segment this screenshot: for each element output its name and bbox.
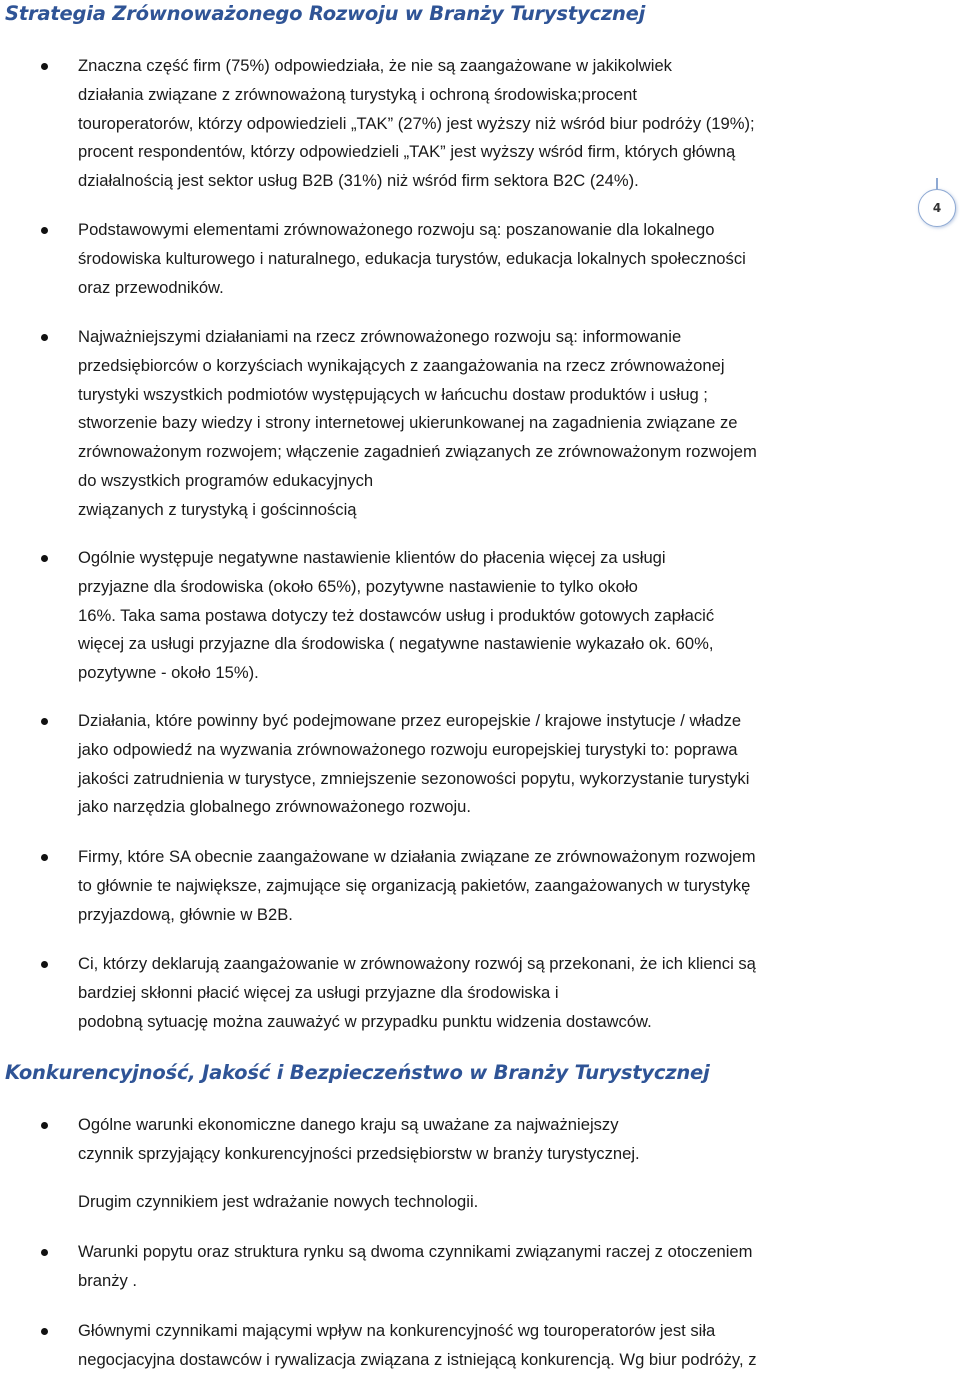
text-line: przedsiębiorców o korzyściach wynikających z zaangażowania na rzecz zrównoważonej: [78, 355, 725, 375]
text-line: bardziej skłonni płacić więcej za usługi przyjazne dla środowiska i: [78, 982, 559, 1002]
text-line: pozytywne - około 15%).: [78, 663, 259, 683]
text-line: turystyki wszystkich podmiotów występujących w łańcuchu dostaw produktów i usług ;: [78, 384, 708, 404]
text-line: przyjazdową, głównie w B2B.: [78, 904, 293, 924]
section-heading-sustainability: Strategia Zrównoważonego Rozwoju w Branży Turystycznej: [5, 2, 646, 25]
section-heading-competitiveness: Konkurencyjność, Jakość i Bezpieczeństwo w Branży Turystycznej: [5, 1061, 710, 1084]
sustainability-paragraph: [78, 216, 848, 302]
text-line: przyjazne dla środowiska (około 65%), pozytywne nastawienie to tylko około: [78, 576, 638, 596]
text-line: touroperatorów, którzy odpowiedzieli „TAK” (27%) jest wyższy niż wśród biur podróży (19%);: [78, 113, 755, 133]
competitiveness-paragraph: [78, 1111, 848, 1169]
page-number-badge: 4: [918, 189, 956, 227]
sustainability-paragraph: [78, 950, 848, 1036]
competitiveness-paragraph: [78, 1188, 848, 1217]
text-line: środowiska kulturowego i naturalnego, edukacja turystów, edukacja lokalnych społeczności: [78, 248, 746, 268]
text-line: negocjacyjna dostawców i rywalizacja związana z istniejącą konkurencją. Wg biur podróży, z: [78, 1349, 757, 1369]
text-line: stworzenie bazy wiedzy i strony internetowej ukierunkowanej na zagadnienia związane ze: [78, 413, 738, 433]
text-line: do wszystkich programów edukacyjnych: [78, 470, 374, 490]
text-line: Znaczna część firm (75%) odpowiedziała, że nie są zaangażowane w jakikolwiek: [78, 56, 672, 75]
text-line: Najważniejszymi działaniami na rzecz zrównoważonego rozwoju są: informowanie: [78, 327, 682, 346]
text-line: Firmy, które SA obecnie zaangażowane w działania związane ze zrównoważonym rozwojem: [78, 847, 756, 866]
competitiveness-paragraph: [78, 1317, 848, 1375]
text-line: branży .: [78, 1270, 138, 1290]
sustainability-paragraph: [78, 52, 848, 196]
text-line: Drugim czynnikiem jest wdrażanie nowych technologii.: [78, 1192, 479, 1211]
text-line: podobną sytuację można zauważyć w przypadku punktu widzenia dostawców.: [78, 1011, 652, 1031]
text-line: Ci, którzy deklarują zaangażowanie w zrównoważony rozwój są przekonani, że ich klienci są: [78, 954, 756, 973]
text-line: to głównie te największe, zajmujące się organizacją pakietów, zaangażowanych w turystykę: [78, 875, 751, 895]
text-line: jako odpowiedź na wyzwania zrównoważonego rozwoju europejskiej turystyki to: poprawa: [78, 739, 738, 759]
sustainability-paragraph: [78, 843, 848, 929]
text-line: jakości zatrudnienia w turystyce, zmniejszenie sezonowości popytu, wykorzystanie turystyki: [78, 768, 750, 788]
text-line: jako narzędzia globalnego zrównoważonego rozwoju.: [78, 797, 471, 817]
text-line: czynnik sprzyjający konkurencyjności przedsiębiorstw w branży turystycznej.: [78, 1143, 640, 1163]
text-line: działania związane z zrównoważoną turystyką i ochroną środowiska;procent: [78, 84, 637, 104]
text-line: Działania, które powinny być podejmowane przez europejskie / krajowe instytucje / władze: [78, 711, 742, 730]
text-line: Ogólne warunki ekonomiczne danego kraju są uważane za najważniejszy: [78, 1115, 619, 1134]
text-line: Podstawowymi elementami zrównoważonego rozwoju są: poszanowanie dla lokalnego: [78, 220, 715, 239]
sustainability-paragraph: [78, 544, 848, 688]
text-line: działalnością jest sektor usług B2B (31%) niż wśród firm sektora B2C (24%).: [78, 171, 639, 191]
text-line: 16%. Taka sama postawa dotyczy też dostawców usług i produktów gotowych zapłacić: [78, 605, 715, 625]
text-line: oraz przewodników.: [78, 277, 224, 297]
text-line: zrównoważonym rozwojem; włączenie zagadnień związanych ze zrównoważonym rozwojem: [78, 442, 757, 462]
text-line: związanych z turystyką i gościnnością: [78, 499, 357, 519]
text-line: Ogólnie występuje negatywne nastawienie klientów do płacenia więcej za usługi: [78, 548, 666, 567]
text-line: Głównymi czynnikami mającymi wpływ na konkurencyjność wg touroperatorów jest siła: [78, 1321, 716, 1340]
text-line: Warunki popytu oraz struktura rynku są dwoma czynnikami związanymi raczej z otoczeniem: [78, 1242, 753, 1261]
sustainability-paragraph: [78, 323, 848, 525]
competitiveness-paragraph: [78, 1238, 848, 1296]
text-line: więcej za usługi przyjazne dla środowiska ( negatywne nastawienie wykazało ok. 60%,: [78, 634, 714, 654]
sustainability-paragraph: [78, 707, 848, 822]
text-line: procent respondentów, którzy odpowiedzieli „TAK” jest wyższy wśród firm, których główną: [78, 142, 736, 162]
